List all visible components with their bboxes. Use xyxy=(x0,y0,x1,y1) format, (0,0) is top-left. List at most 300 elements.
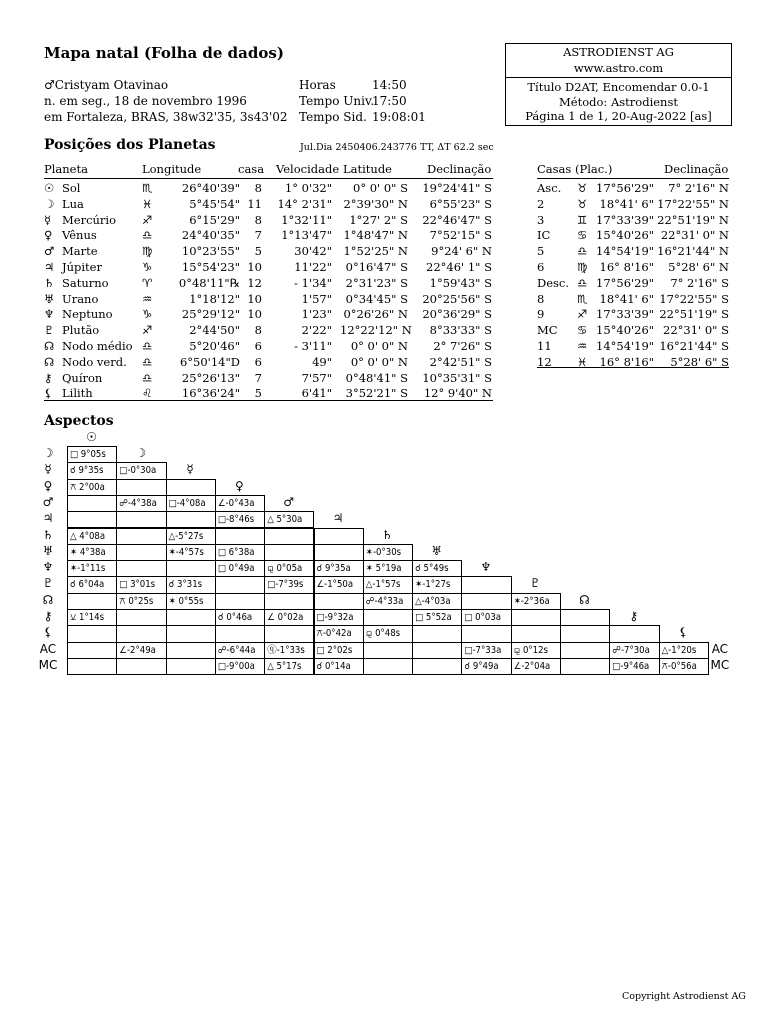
col-house-declinacao: Declinação xyxy=(664,162,729,176)
longitude-value: 6°50'14"D xyxy=(179,354,240,369)
aspect-cell xyxy=(412,658,462,675)
birth-date: n. em seg., 18 de novembro 1996 xyxy=(44,94,247,108)
julian-day: Jul.Dia 2450406.243776 TT, ΔT 62.2 sec xyxy=(300,142,494,153)
aspect-cell xyxy=(560,609,610,626)
house-longitude: 14°54'19" xyxy=(596,244,655,259)
aspect-column-label: ♇ xyxy=(529,576,541,591)
house-name: 11 xyxy=(537,339,552,353)
declination-value: 2° 7'26" S xyxy=(433,339,492,353)
aspect-cell xyxy=(461,593,511,610)
aspect-cell xyxy=(166,609,216,626)
aspect-cell xyxy=(511,609,561,626)
latitude-value: 2°31'23" S xyxy=(345,275,408,290)
declination-value: 6°55'23" S xyxy=(429,196,492,211)
aspect-cell: ✶-0°30s xyxy=(363,544,413,561)
aspect-cell: □-9°46a xyxy=(609,658,659,675)
aspect-cell: ✶ 5°19a xyxy=(363,560,413,577)
house-sign-glyph: ♋ xyxy=(577,228,588,243)
aspect-cell xyxy=(412,625,462,642)
longitude-value: 5°45'54" xyxy=(189,196,240,211)
aspect-cell: △ 5°30a xyxy=(264,511,314,528)
aspect-cell xyxy=(67,511,117,528)
aspect-cell: □ 2°02s xyxy=(314,642,364,659)
declination-value: 20°36'29" S xyxy=(422,307,492,322)
latitude-value: 0° 0' 0" S xyxy=(353,181,408,195)
col-casa: casa xyxy=(238,162,265,176)
longitude-value: 0°48'11"℞ xyxy=(178,275,240,290)
aspect-cell: □ 0°49a xyxy=(215,560,265,577)
house-value: 8 xyxy=(254,212,262,227)
aspect-cell: ☌ 3°31s xyxy=(166,576,216,593)
aspect-cell xyxy=(215,576,265,593)
aspect-column-label: ♀ xyxy=(234,478,244,493)
time-label-sid: Tempo Sid. xyxy=(299,110,367,124)
house-declination: 7° 2'16" S xyxy=(670,275,729,290)
planet-glyph: ☉ xyxy=(44,181,55,195)
declination-value: 10°35'31" S xyxy=(422,370,492,385)
house-longitude: 17°56'29" xyxy=(596,275,655,290)
aspect-cell: □ 6°38a xyxy=(215,544,265,561)
aspects-title: Aspectos xyxy=(44,413,114,429)
aspect-cell: ∠-1°50a xyxy=(314,576,364,593)
planet-name: Urano xyxy=(62,291,99,306)
aspect-cell xyxy=(166,479,216,496)
planet-name: Mercúrio xyxy=(62,212,117,227)
aspect-cell xyxy=(511,625,561,642)
method: Método: Astrodienst xyxy=(559,95,678,109)
aspect-cell xyxy=(560,625,610,642)
sign-glyph: ♐ xyxy=(142,212,153,227)
aspect-cell xyxy=(67,593,117,610)
sign-glyph: ♍ xyxy=(142,244,153,259)
house-row xyxy=(0,244,768,261)
aspect-cell xyxy=(166,658,216,675)
latitude-value: 0°48'41" S xyxy=(345,370,408,385)
planet-name: Vênus xyxy=(62,228,97,243)
house-name: 3 xyxy=(537,212,545,227)
house-longitude: 14°54'19" xyxy=(596,339,655,353)
col-velocidade: Velocidade xyxy=(276,162,340,176)
planet-name: Quíron xyxy=(62,370,103,385)
planet-glyph: ☊ xyxy=(44,339,55,353)
longitude-value: 2°44'50" xyxy=(189,323,240,338)
aspect-row-label: AC xyxy=(39,641,57,656)
house-longitude: 16° 8'16" xyxy=(599,354,654,369)
birth-place: em Fortaleza, BRAS, 38w32'35, 3s43'02 xyxy=(44,110,288,124)
aspect-column-label: ♄ xyxy=(381,527,393,542)
declination-value: 12° 9'40" N xyxy=(423,386,492,401)
aspect-column-label: ♆ xyxy=(480,560,492,575)
declination-value: 1°59'43" S xyxy=(429,275,492,290)
houses-bottom-rule xyxy=(537,367,729,368)
aspect-cell: □-8°46s xyxy=(215,511,265,528)
house-row xyxy=(0,323,768,340)
planet-glyph: ☽ xyxy=(44,196,55,211)
aspect-row-label: ⚷ xyxy=(43,609,53,623)
planet-name: Marte xyxy=(62,244,98,259)
speed-value: 1° 0'32" xyxy=(284,181,332,195)
aspect-cell: ✶-1°11s xyxy=(67,560,117,577)
aspect-cell: □-9°32a xyxy=(314,609,364,626)
aspect-cell: ∠-0°43a xyxy=(215,495,265,512)
longitude-value: 16°36'24" xyxy=(181,386,240,401)
aspect-cell xyxy=(314,544,364,561)
house-row xyxy=(0,260,768,277)
aspect-cell xyxy=(215,625,265,642)
latitude-value: 1°52'25" N xyxy=(343,244,408,259)
aspect-cell: □ 9°05s xyxy=(67,446,117,463)
longitude-value: 26°40'39" xyxy=(181,181,240,195)
aspect-cell: △-4°03a xyxy=(412,593,462,610)
house-declination: 22°31' 0" N xyxy=(660,228,729,243)
aspect-cell: △-5°27s xyxy=(166,528,216,545)
aspect-cell: ⚻-0°42a xyxy=(314,625,364,642)
aspect-right-label-ac: AC xyxy=(711,641,729,656)
info-divider xyxy=(506,77,731,78)
aspect-column-label: ⚸ xyxy=(678,625,688,640)
longitude-value: 25°29'12" xyxy=(181,307,240,322)
aspect-cell: ☌ 9°49a xyxy=(461,658,511,675)
longitude-value: 24°40'35" xyxy=(181,228,240,243)
planet-glyph: ♅ xyxy=(44,291,55,306)
houses-header-rule xyxy=(537,178,729,179)
house-sign-glyph: ♒ xyxy=(577,339,588,353)
sign-glyph: ♑ xyxy=(142,307,153,322)
house-longitude: 17°56'29" xyxy=(596,181,655,195)
aspect-cell: □ 3°01s xyxy=(116,576,166,593)
aspect-cell: ⚺ 1°14s xyxy=(67,609,117,626)
aspect-cell xyxy=(116,609,166,626)
aspect-cell: ⚻ 2°00a xyxy=(67,479,117,496)
planet-row xyxy=(0,371,500,388)
aspect-cell: ☌ 5°49s xyxy=(412,560,462,577)
house-row xyxy=(0,197,768,214)
house-value: 8 xyxy=(254,181,262,195)
aspect-cell: ⚼ 0°48s xyxy=(363,625,413,642)
aspect-cell: △-1°20s xyxy=(659,642,709,659)
house-longitude: 18°41' 6" xyxy=(599,196,654,211)
declination-value: 19°24'41" S xyxy=(422,181,492,195)
positions-title: Posições dos Planetas xyxy=(44,137,216,153)
aspect-cell xyxy=(363,642,413,659)
longitude-value: 5°20'46" xyxy=(189,339,240,353)
aspect-cell xyxy=(116,511,166,528)
house-value: 5 xyxy=(254,244,262,259)
sign-glyph: ♌ xyxy=(142,386,153,401)
sign-glyph: ♎ xyxy=(142,339,153,353)
house-declination: 5°28' 6" N xyxy=(668,260,729,274)
aspect-column-label: ♂ xyxy=(283,494,295,509)
longitude-value: 6°15'29" xyxy=(189,212,240,227)
aspect-column-label: ☊ xyxy=(579,592,590,607)
declination-value: 22°46'47" S xyxy=(422,212,492,227)
aspect-cell xyxy=(116,625,166,642)
time-value-horas: 14:50 xyxy=(372,78,407,92)
aspect-cell: ✶-4°57s xyxy=(166,544,216,561)
sign-glyph: ♎ xyxy=(142,370,153,385)
aspect-row-label: ⚸ xyxy=(43,625,53,640)
copyright: Copyright Astrodienst AG xyxy=(622,991,746,1002)
house-longitude: 15°40'26" xyxy=(596,228,655,243)
aspect-cell xyxy=(116,658,166,675)
declination-value: 2°42'51" S xyxy=(429,354,492,369)
aspect-cell: □ 5°52a xyxy=(412,609,462,626)
aspect-cell: ☍-4°33a xyxy=(363,593,413,610)
aspect-cell: □-0°30a xyxy=(116,462,166,479)
aspect-cell: ☌ 9°35a xyxy=(314,560,364,577)
declination-value: 9°24' 6" N xyxy=(431,244,492,259)
aspect-cell xyxy=(166,625,216,642)
speed-value: 14° 2'31" xyxy=(277,196,332,211)
aspect-row-label: ♃ xyxy=(42,511,54,526)
house-name: 8 xyxy=(537,291,545,306)
declination-value: 20°25'56" S xyxy=(422,291,492,306)
longitude-value: 15°54'23" xyxy=(181,260,240,274)
aspect-cell xyxy=(215,593,265,610)
aspect-row-label: ♅ xyxy=(42,543,54,558)
aspect-cell: ☍-6°44a xyxy=(215,642,265,659)
aspect-cell xyxy=(609,625,659,642)
house-value: 10 xyxy=(247,291,262,306)
house-sign-glyph: ♍ xyxy=(577,260,588,274)
aspect-cell: ∠-2°49a xyxy=(116,642,166,659)
aspect-cell xyxy=(215,528,265,545)
aspect-cell xyxy=(116,544,166,561)
declination-value: 7°52'15" S xyxy=(429,228,492,243)
house-sign-glyph: ♓ xyxy=(577,354,588,369)
aspect-cell xyxy=(67,658,117,675)
house-sign-glyph: ♏ xyxy=(577,291,588,306)
col-longitude: Longitude xyxy=(142,162,202,176)
planet-glyph: ♆ xyxy=(44,307,55,322)
house-declination: 22°51'19" S xyxy=(659,307,729,322)
house-sign-glyph: ♐ xyxy=(577,307,588,322)
aspect-cell: □-4°08a xyxy=(166,495,216,512)
sign-glyph: ♑ xyxy=(142,260,153,274)
aspect-cell: △-1°57s xyxy=(363,576,413,593)
aspect-cell: □-7°33a xyxy=(461,642,511,659)
col-planeta: Planeta xyxy=(44,162,88,176)
aspect-cell xyxy=(67,625,117,642)
house-sign-glyph: ♋ xyxy=(577,323,588,338)
speed-value: 11'22" xyxy=(294,260,332,274)
aspect-cell xyxy=(363,609,413,626)
house-longitude: 16° 8'16" xyxy=(599,260,654,274)
aspect-cell: ✶-2°36a xyxy=(511,593,561,610)
planet-name: Plutão xyxy=(62,323,100,338)
aspect-row-label: ♀ xyxy=(43,478,53,493)
house-longitude: 15°40'26" xyxy=(596,323,655,338)
house-declination: 17°22'55" N xyxy=(657,196,729,211)
speed-value: - 3'11" xyxy=(294,339,332,353)
houses-header xyxy=(0,162,768,179)
aspect-cell: ∠-2°04a xyxy=(511,658,561,675)
latitude-value: 12°22'12" N xyxy=(340,323,412,338)
planet-glyph: ♄ xyxy=(44,275,55,290)
house-sign-glyph: ♉ xyxy=(577,181,588,195)
house-row xyxy=(0,276,768,293)
house-name: MC xyxy=(537,323,558,338)
aspect-cell: □-7°39s xyxy=(264,576,314,593)
house-value: 8 xyxy=(254,323,262,338)
speed-value: - 1'34" xyxy=(294,275,332,290)
aspect-cell xyxy=(314,593,364,610)
house-longitude: 18°41' 6" xyxy=(599,291,654,306)
house-declination: 16°21'44" S xyxy=(659,339,729,353)
aspect-cell xyxy=(166,642,216,659)
aspect-cell xyxy=(67,495,117,512)
positions-bottom-rule xyxy=(44,400,493,401)
planet-glyph: ♇ xyxy=(44,323,55,338)
aspect-cell: ⓠ-1°33s xyxy=(264,642,314,659)
aspect-cell xyxy=(461,576,511,593)
house-declination: 22°31' 0" S xyxy=(663,323,729,338)
planet-glyph: ⚸ xyxy=(44,386,53,401)
latitude-value: 1°48'47" N xyxy=(343,228,408,243)
house-name: IC xyxy=(537,228,551,243)
longitude-value: 10°23'55" xyxy=(181,244,240,259)
planet-glyph: ♂ xyxy=(44,244,55,259)
aspect-cell xyxy=(264,544,314,561)
house-name: 6 xyxy=(537,260,545,274)
latitude-value: 2°39'30" N xyxy=(343,196,408,211)
house-declination: 22°51'19" N xyxy=(657,212,729,227)
aspect-cell xyxy=(560,658,610,675)
company-name: ASTRODIENST AG xyxy=(563,45,674,59)
order-title: Título D2AT, Encomendar 0.0-1 xyxy=(527,80,710,94)
aspect-cell xyxy=(116,479,166,496)
house-name: 9 xyxy=(537,307,545,322)
col-casas: Casas (Plac.) xyxy=(537,162,613,176)
aspect-cell: ⚻ 0°25s xyxy=(116,593,166,610)
latitude-value: 1°27' 2" S xyxy=(349,212,408,227)
planet-name: Saturno xyxy=(62,275,109,290)
aspect-cell: ✶ 4°38a xyxy=(67,544,117,561)
aspect-row-label: ☊ xyxy=(42,592,54,607)
house-value: 7 xyxy=(254,228,262,243)
aspect-row-label: ♇ xyxy=(42,576,54,591)
aspect-column-label: ♃ xyxy=(332,511,344,526)
aspect-cell: ☌ 9°35s xyxy=(67,462,117,479)
aspect-row-label: ☽ xyxy=(42,446,54,460)
planet-glyph: ⚷ xyxy=(44,370,53,385)
planet-name: Sol xyxy=(62,181,81,195)
declination-value: 8°33'33" S xyxy=(429,323,492,338)
aspect-column-label: ☿ xyxy=(186,462,194,477)
house-declination: 5°28' 6" S xyxy=(670,354,729,369)
house-sign-glyph: ♉ xyxy=(577,196,588,211)
sign-glyph: ♎ xyxy=(142,228,153,243)
aspect-cell xyxy=(116,528,166,545)
aspect-cell xyxy=(166,511,216,528)
aspect-row-label: ♄ xyxy=(42,527,54,542)
aspect-cell xyxy=(166,560,216,577)
planet-glyph: ♀ xyxy=(44,228,53,243)
declination-value: 22°46' 1" S xyxy=(426,260,492,274)
aspect-cell xyxy=(116,560,166,577)
latitude-value: 0° 0' 0" N xyxy=(350,339,408,353)
speed-value: 1'23" xyxy=(301,307,332,322)
aspect-cell: ∠ 0°02a xyxy=(264,609,314,626)
planet-name: Nodo médio xyxy=(62,339,133,353)
house-sign-glyph: ♊ xyxy=(577,212,588,227)
aspect-row-label: MC xyxy=(38,657,58,672)
aspect-cell xyxy=(264,528,314,545)
house-value: 6 xyxy=(254,339,262,353)
aspect-cell: △ 4°08a xyxy=(67,528,117,545)
planet-name: Lilith xyxy=(62,386,93,401)
house-sign-glyph: ♎ xyxy=(577,275,588,290)
aspect-column-label: ☉ xyxy=(86,429,97,444)
longitude-value: 25°26'13" xyxy=(181,370,240,385)
time-value-sid: 19:08:01 xyxy=(372,110,426,124)
house-row xyxy=(0,307,768,324)
house-row xyxy=(0,355,768,372)
planet-glyph: ♃ xyxy=(44,260,55,274)
time-label-univ: Tempo Univ. xyxy=(299,94,375,108)
house-longitude: 17°33'39" xyxy=(596,212,655,227)
latitude-value: 0°26'26" N xyxy=(343,307,408,322)
house-row xyxy=(0,292,768,309)
sign-glyph: ♓ xyxy=(142,196,153,211)
sign-glyph: ♎ xyxy=(142,354,153,369)
aspect-row-label: ♂ xyxy=(42,494,54,509)
house-name: 2 xyxy=(537,196,545,211)
aspect-cell xyxy=(363,658,413,675)
aspect-cell: ⚼ 0°05a xyxy=(264,560,314,577)
house-value: 12 xyxy=(247,275,262,290)
aspect-cell: ☌ 6°04a xyxy=(67,576,117,593)
speed-value: 2'22" xyxy=(301,323,332,338)
col-declinacao: Declinação xyxy=(427,162,492,176)
house-declination: 16°21'44" N xyxy=(657,244,729,259)
aspect-cell xyxy=(264,625,314,642)
house-sign-glyph: ♎ xyxy=(577,244,588,259)
time-value-univ: 17:50 xyxy=(372,94,407,108)
speed-value: 7'57" xyxy=(301,370,332,385)
house-row xyxy=(0,213,768,230)
house-name: Desc. xyxy=(537,275,570,290)
speed-value: 30'42" xyxy=(294,244,332,259)
aspect-row-label: ☿ xyxy=(44,462,52,477)
house-value: 10 xyxy=(247,307,262,322)
time-label-horas: Horas xyxy=(299,78,336,92)
sign-glyph: ♈ xyxy=(142,275,153,290)
planet-name: Júpiter xyxy=(62,260,102,274)
aspect-cell xyxy=(314,528,364,545)
aspect-cell xyxy=(560,642,610,659)
planet-glyph: ☊ xyxy=(44,354,55,369)
aspect-cell: ⚼ 0°12s xyxy=(511,642,561,659)
house-longitude: 17°33'39" xyxy=(596,307,655,322)
sign-glyph: ♏ xyxy=(142,181,153,195)
aspect-cell: ☍-4°38a xyxy=(116,495,166,512)
aspect-cell: ⚻-0°56a xyxy=(659,658,709,675)
aspect-cell: □-9°00a xyxy=(215,658,265,675)
aspect-column-label: ⚷ xyxy=(629,609,639,623)
aspect-right-label-mc: MC xyxy=(710,657,730,672)
house-row xyxy=(0,339,768,356)
planet-name: Neptuno xyxy=(62,307,113,322)
aspect-row-label: ♆ xyxy=(42,560,54,575)
aspect-cell: □ 0°03a xyxy=(461,609,511,626)
speed-value: 49" xyxy=(312,354,332,369)
house-value: 5 xyxy=(254,386,262,401)
aspect-cell xyxy=(412,642,462,659)
aspect-cell: ✶ 0°55s xyxy=(166,593,216,610)
page-info: Página 1 de 1, 20-Aug-2022 [as] xyxy=(525,109,712,123)
aspect-column-label: ☽ xyxy=(135,446,147,460)
